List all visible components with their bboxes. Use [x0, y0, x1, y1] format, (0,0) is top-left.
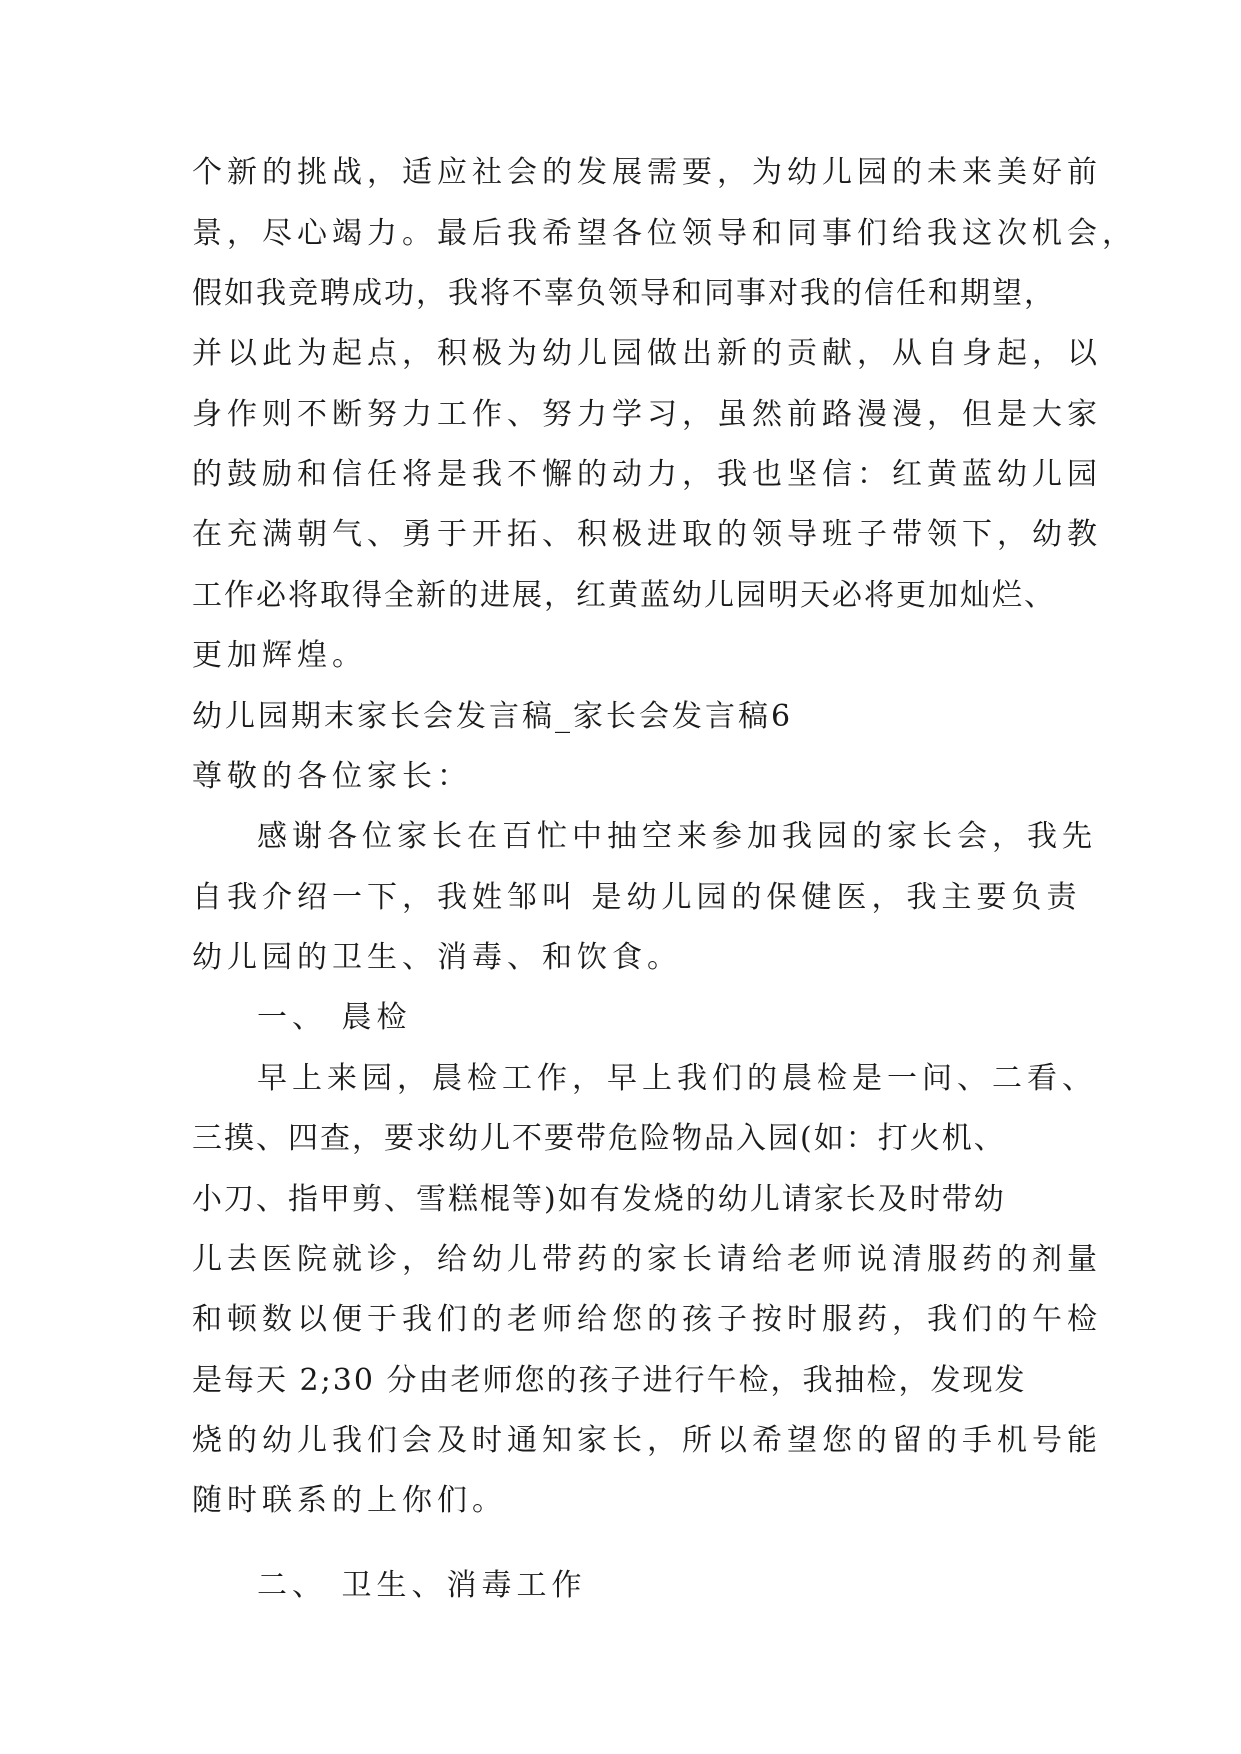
text-line: 自我介绍一下，我姓邹叫 是幼儿园的保健医，我主要负责 [192, 880, 1082, 915]
text-line: 和顿数以便于我们的老师给您的孩子按时服药，我们的午检 [192, 1302, 1102, 1337]
text-line: 小刀、指甲剪、雪糕棍等)如有发烧的幼儿请家长及时带幼 [192, 1182, 1006, 1217]
text-line: 工作必将取得全新的进展，红黄蓝幼儿园明天必将更加灿烂、 [192, 578, 1056, 613]
document-title: 幼儿园期末家长会发言稿_家长会发言稿6 [192, 699, 794, 734]
text-line: 烧的幼儿我们会及时通知家长，所以希望您的留的手机号能 [192, 1423, 1102, 1458]
text-line: 身作则不断努力工作、努力学习，虽然前路漫漫，但是大家 [192, 397, 1102, 432]
section-heading-morning-check: 一、 晨检 [257, 1000, 412, 1035]
section-heading-hygiene: 二、 卫生、消毒工作 [257, 1568, 587, 1603]
text-line: 的鼓励和信任将是我不懈的动力，我也坚信：红黄蓝幼儿园 [192, 457, 1102, 492]
text-line: 感谢各位家长在百忙中抽空来参加我园的家长会，我先 [257, 819, 1097, 854]
text-line: 幼儿园的卫生、消毒、和饮食。 [192, 940, 682, 975]
text-line: 更加辉煌。 [192, 638, 367, 673]
text-line: 是每天 2;30 分由老师您的孩子进行午检，我抽检，发现发 [192, 1363, 1027, 1398]
text-line: 并以此为起点，积极为幼儿园做出新的贡献，从自身起，以 [192, 336, 1102, 371]
text-line: 早上来园，晨检工作，早上我们的晨检是一问、二看、 [257, 1061, 1097, 1096]
text-line: 三摸、四查，要求幼儿不要带危险物品入园(如：打火机、 [192, 1121, 1006, 1156]
text-line: 随时联系的上你们。 [192, 1483, 507, 1518]
text-line: 儿去医院就诊，给幼儿带药的家长请给老师说清服药的剂量 [192, 1242, 1102, 1277]
text-line: 在充满朝气、勇于开拓、积极进取的领导班子带领下，幼教 [192, 517, 1102, 552]
salutation: 尊敬的各位家长： [192, 759, 472, 794]
text-line: 个新的挑战，适应社会的发展需要，为幼儿园的未来美好前 [192, 155, 1102, 190]
text-line: 假如我竞聘成功，我将不辜负领导和同事对我的信任和期望， [192, 276, 1056, 311]
text-line: 景，尽心竭力。最后我希望各位领导和同事们给我这次机会， [192, 216, 1137, 251]
